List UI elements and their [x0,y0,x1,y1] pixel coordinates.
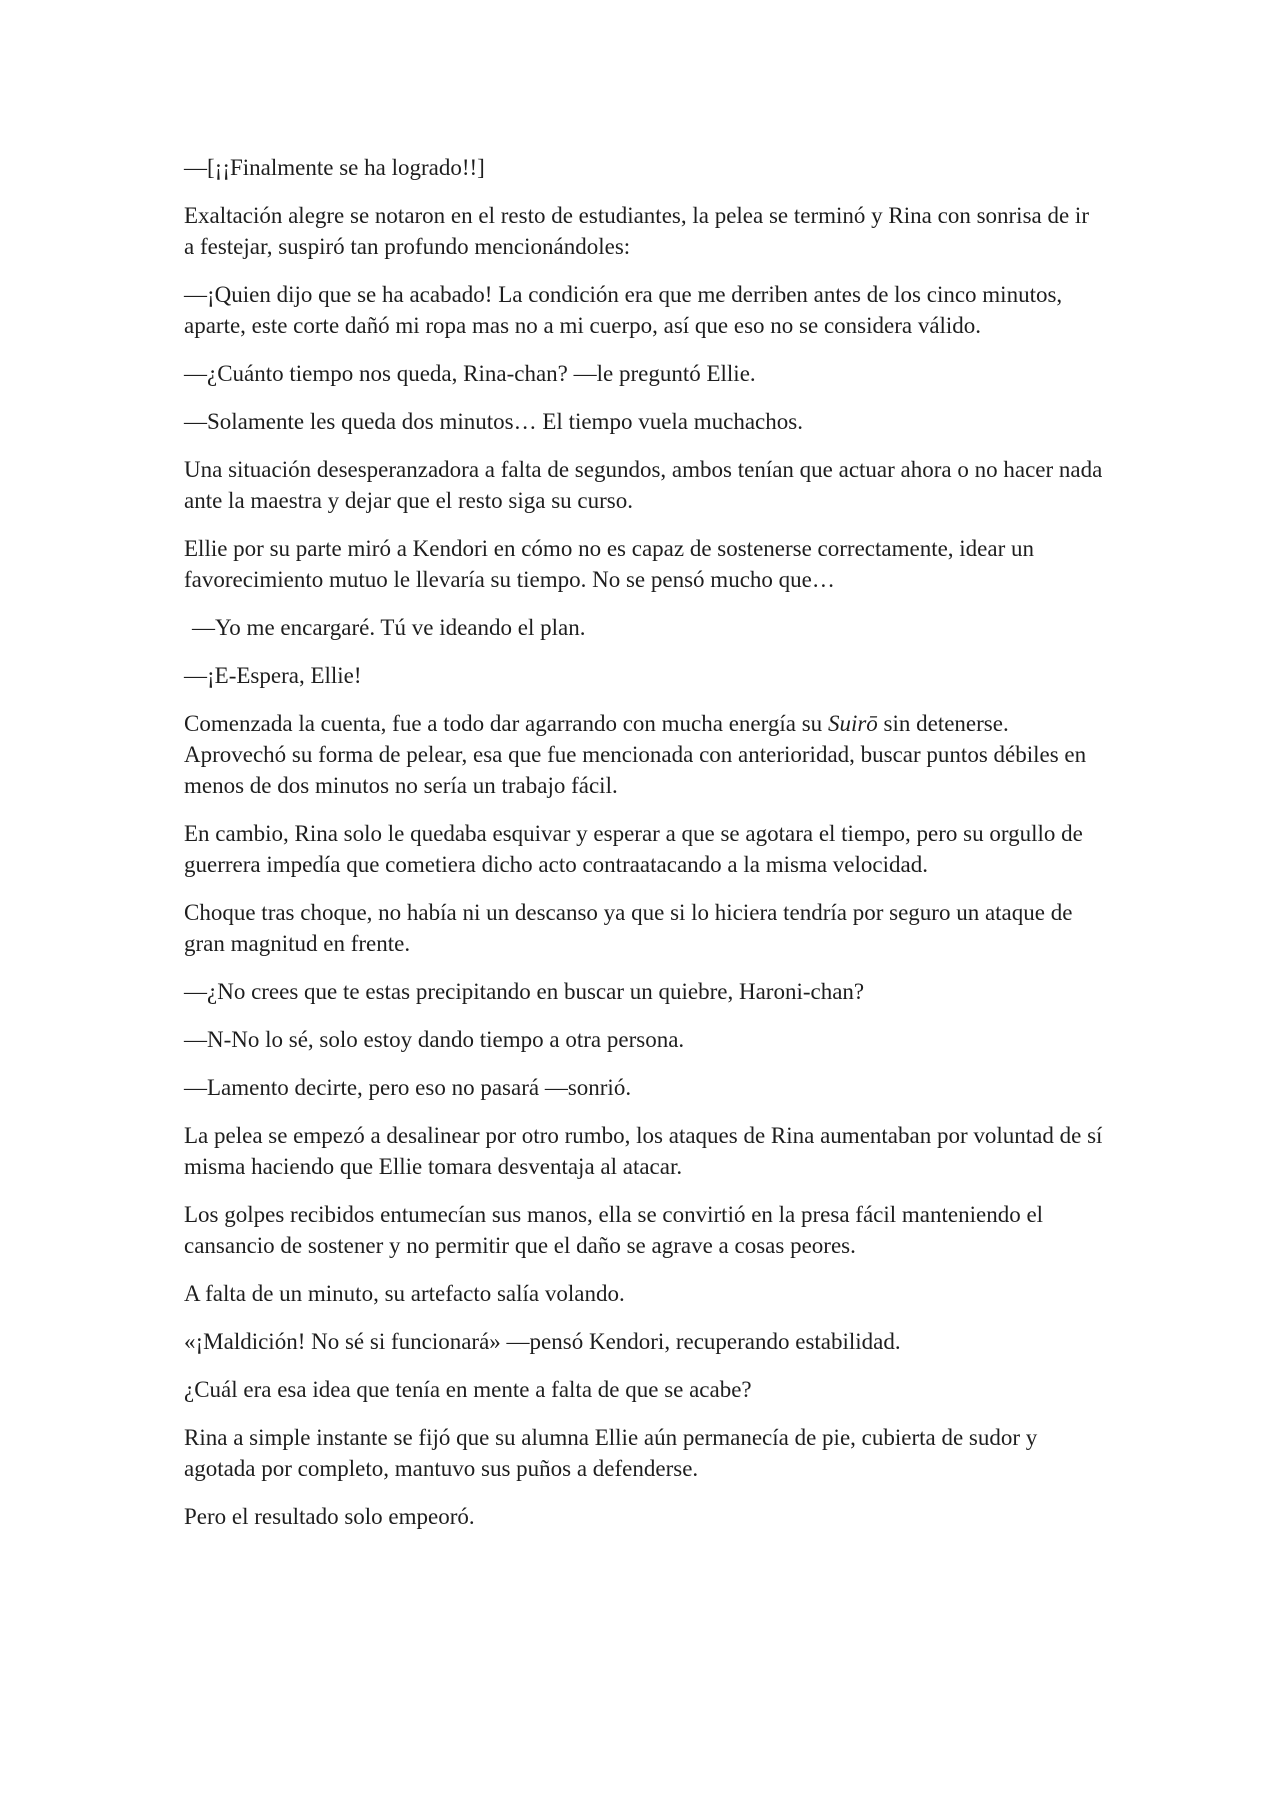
text-run: Comenzada la cuenta, fue a todo dar agarrando con mucha energía su [184,711,828,736]
narrative-paragraph [184,708,1104,801]
text-run: sin detenerse. Aprovechó su forma de pelear, esa que fue mencionada con anterioridad, buscar puntos débiles en menos de dos minutos no sería un trabajo fácil. [184,711,1087,798]
dialogue-line: —¿Cuánto tiempo nos queda, Rina-chan? —le preguntó Ellie. [184,361,756,386]
dialogue-line: —Solamente les queda dos minutos… El tiempo vuela muchachos. [184,409,803,434]
narrative-paragraph: Rina a simple instante se fijó que su alumna Ellie aún permanecía de pie, cubierta de sudor y agotada por completo, mantuvo sus puños a defenderse. [184,1425,1038,1481]
dialogue-line: —Yo me encargaré. Tú ve ideando el plan. [192,615,586,640]
dialogue-line: —Lamento decirte, pero eso no pasará —sonrió. [184,1075,632,1100]
narrative-paragraph: ¿Cuál era esa idea que tenía en mente a falta de que se acabe? [184,1377,752,1402]
narrative-paragraph: Choque tras choque, no había ni un descanso ya que si lo hiciera tendría por seguro un ataque de gran magnitud en frente. [184,900,1073,956]
document-page [184,152,1104,1549]
narrative-paragraph: A falta de un minuto, su artefacto salía volando. [184,1281,625,1306]
narrative-paragraph: Una situación desesperanzadora a falta de segundos, ambos tenían que actuar ahora o no hacer nada ante la maestra y dejar que el resto siga su curso. [184,457,1103,513]
thought-line: «¡Maldición! No sé si funcionará» —pensó Kendori, recuperando estabilidad. [184,1329,901,1354]
narrative-paragraph: Ellie por su parte miró a Kendori en cómo no es capaz de sostenerse correctamente, idear un favorecimiento mutuo le llevaría su tiempo. No se pensó mucho que… [184,536,1035,592]
dialogue-line: —N-No lo sé, solo estoy dando tiempo a otra persona. [184,1027,685,1052]
narrative-paragraph: En cambio, Rina solo le quedaba esquivar y esperar a que se agotara el tiempo, pero su orgullo de guerrera impedía que cometiera dicho acto contraatacando a la misma velocidad. [184,821,1083,877]
dialogue-line: —¡Quien dijo que se ha acabado! La condición era que me derriben antes de los cinco minutos, aparte, este corte dañó mi ropa mas no a mi cuerpo, así que eso no se considera válido. [184,282,1063,338]
narrative-paragraph: La pelea se empezó a desalinear por otro rumbo, los ataques de Rina aumentaban por voluntad de sí misma haciendo que Ellie tomara desventaja al atacar. [184,1123,1103,1179]
italic-term: Suirō [827,711,878,736]
dialogue-line: —¡E-Espera, Ellie! [184,663,362,688]
narrative-paragraph: Los golpes recibidos entumecían sus manos, ella se convirtió en la presa fácil manteniendo el cansancio de sostener y no permitir que el daño se agrave a cosas peores. [184,1202,1044,1258]
narrative-paragraph: Pero el resultado solo empeoró. [184,1504,475,1529]
dialogue-line: —¿No crees que te estas precipitando en buscar un quiebre, Haroni-chan? [184,979,865,1004]
dialogue-line: —[¡¡Finalmente se ha logrado!!] [184,155,485,180]
narrative-paragraph: Exaltación alegre se notaron en el resto de estudiantes, la pelea se terminó y Rina con sonrisa de ir a festejar, suspiró tan profundo mencionándoles: [184,203,1089,259]
